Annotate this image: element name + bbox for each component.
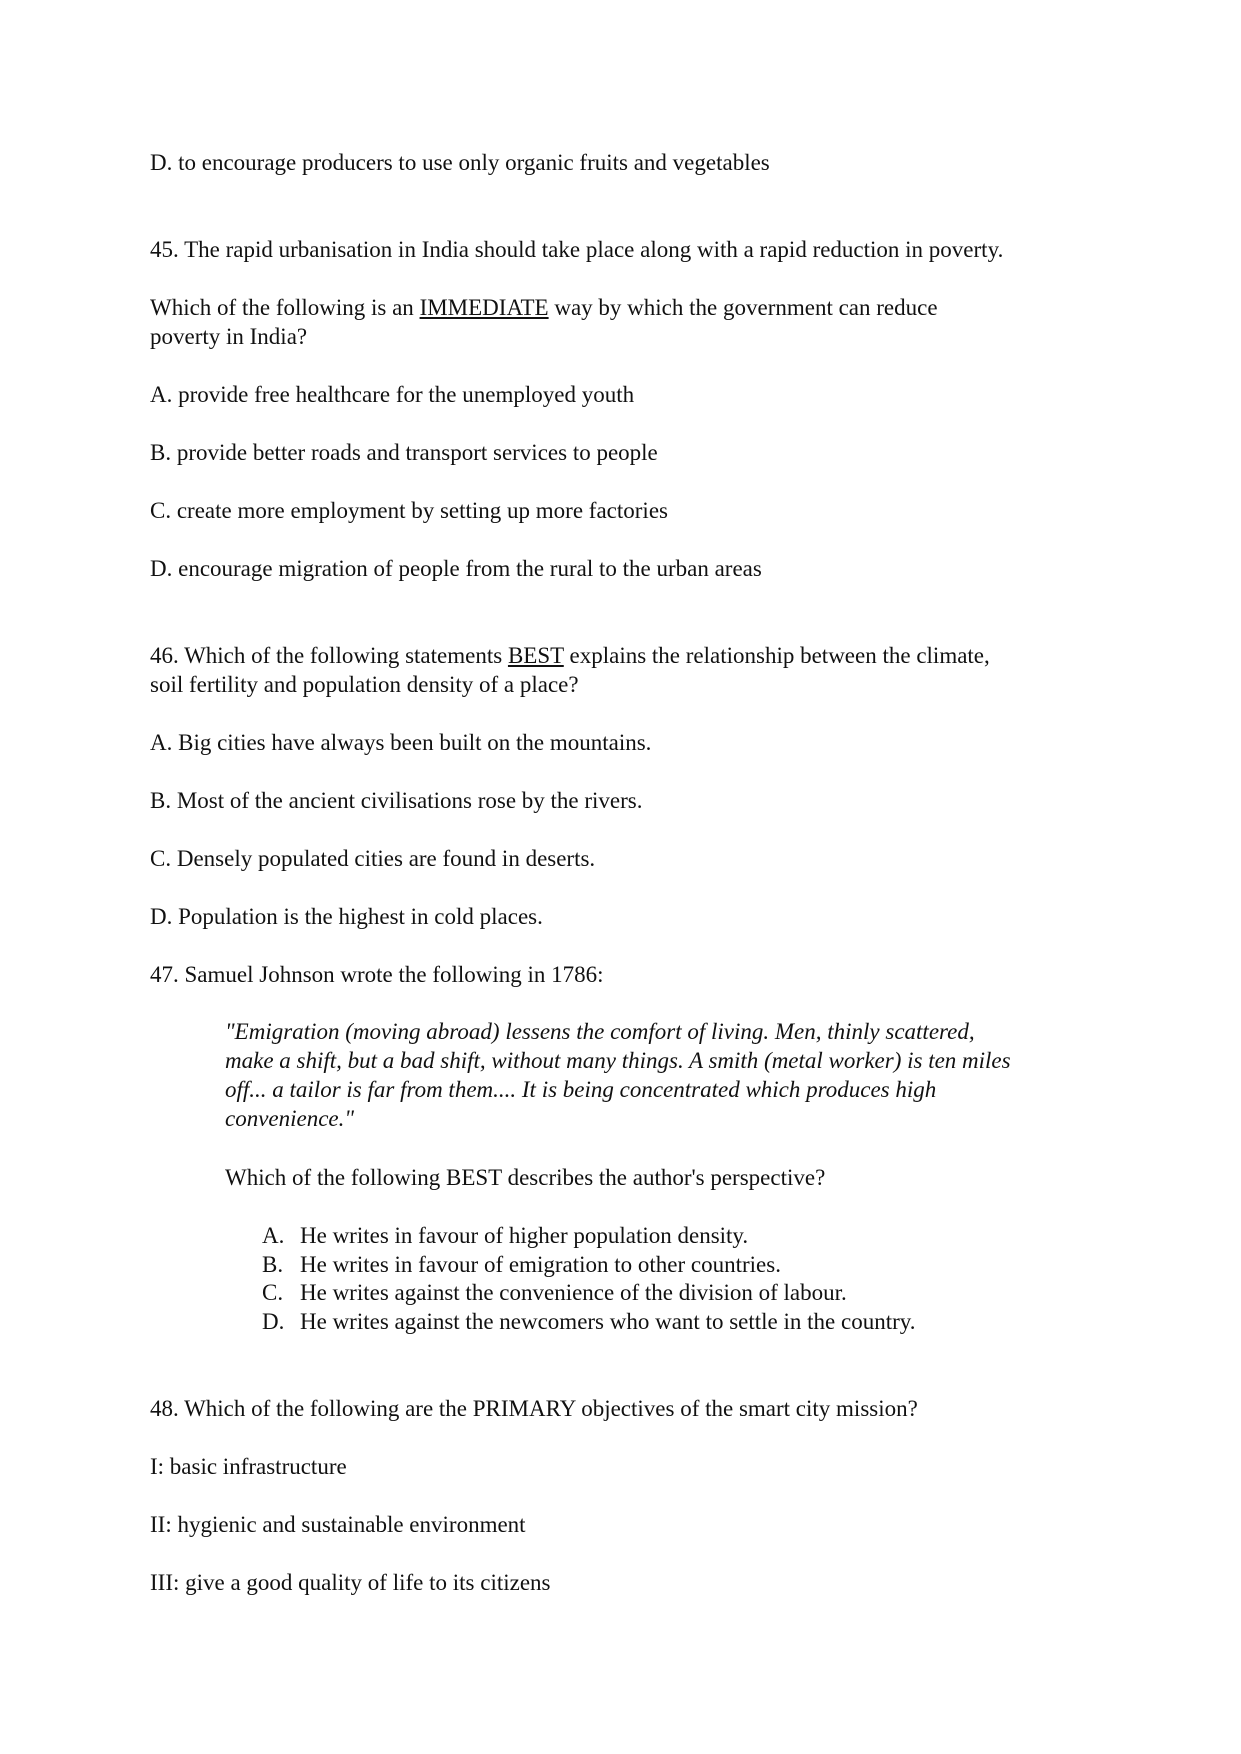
q45-option-a: A. provide free healthcare for the unemployed youth	[150, 382, 635, 407]
q48-item-1: I: basic infrastructure	[150, 1454, 347, 1479]
q45-option-b: B. provide better roads and transport services to people	[150, 440, 658, 465]
q47-option-d	[262, 1307, 1102, 1336]
option-letter: C.	[262, 1280, 284, 1305]
q47-quote-line: convenience."	[225, 1106, 355, 1131]
q48-stem: 48. Which of the following are the PRIMARY objectives of the smart city mission?	[150, 1396, 918, 1421]
option-text: He writes in favour of higher population density.	[300, 1223, 749, 1248]
q45-question-pre: Which of the following is an	[150, 295, 420, 320]
option-text: He writes against the convenience of the division of labour.	[300, 1280, 847, 1305]
q45-option-c: C. create more employment by setting up more factories	[150, 498, 668, 523]
q46-stem-line1	[150, 641, 1110, 670]
q47-option-b	[262, 1250, 1102, 1279]
q44-option-d: D. to encourage producers to use only organic fruits and vegetables	[150, 150, 770, 175]
q47-option-a	[262, 1221, 1102, 1250]
q46-stem-pre: 46. Which of the following statements	[150, 643, 508, 668]
q47-quote-line: make a shift, but a bad shift, without many things. A smith (metal worker) is ten miles	[225, 1048, 1011, 1073]
q47-stem: 47. Samuel Johnson wrote the following in 1786:	[150, 962, 604, 987]
option-letter: B.	[262, 1251, 284, 1277]
q47-quote	[225, 1017, 1105, 1133]
q46-option-c: C. Densely populated cities are found in deserts.	[150, 846, 596, 871]
option-letter: D.	[262, 1308, 285, 1334]
q45-question-line1	[150, 293, 1110, 322]
q47-option-c	[262, 1278, 1102, 1307]
q45-question-line2: poverty in India?	[150, 324, 308, 349]
q47-options	[262, 1221, 1102, 1335]
q45-stem: 45. The rapid urbanisation in India should take place along with a rapid reduction in poverty.	[150, 237, 1004, 262]
option-text: He writes against the newcomers who want to settle in the country.	[300, 1308, 916, 1334]
q45-question-emphasis: IMMEDIATE	[419, 295, 549, 320]
option-text: He writes in favour of emigration to other countries.	[300, 1251, 781, 1277]
q47-quote-line: off... a tailor is far from them.... It is being concentrated which produces high	[225, 1077, 937, 1102]
q48-item-3: III: give a good quality of life to its citizens	[150, 1570, 551, 1595]
option-letter: A.	[262, 1223, 285, 1248]
q47-quote-line: "Emigration (moving abroad) lessens the comfort of living. Men, thinly scattered,	[225, 1019, 975, 1044]
q46-stem-line2: soil fertility and population density of a place?	[150, 672, 579, 697]
q46-option-a: A. Big cities have always been built on the mountains.	[150, 730, 652, 755]
q47-question: Which of the following BEST describes the author's perspective?	[225, 1165, 826, 1190]
q46-option-b: B. Most of the ancient civilisations rose by the rivers.	[150, 788, 643, 813]
q46-stem-post: explains the relationship between the climate,	[563, 643, 990, 668]
q46-stem-emphasis: BEST	[507, 643, 564, 668]
q46-option-d: D. Population is the highest in cold places.	[150, 904, 543, 929]
q45-option-d: D. encourage migration of people from the rural to the urban areas	[150, 556, 762, 581]
q45-question-post: way by which the government can reduce	[548, 295, 938, 320]
q48-item-2: II: hygienic and sustainable environment	[150, 1512, 526, 1537]
